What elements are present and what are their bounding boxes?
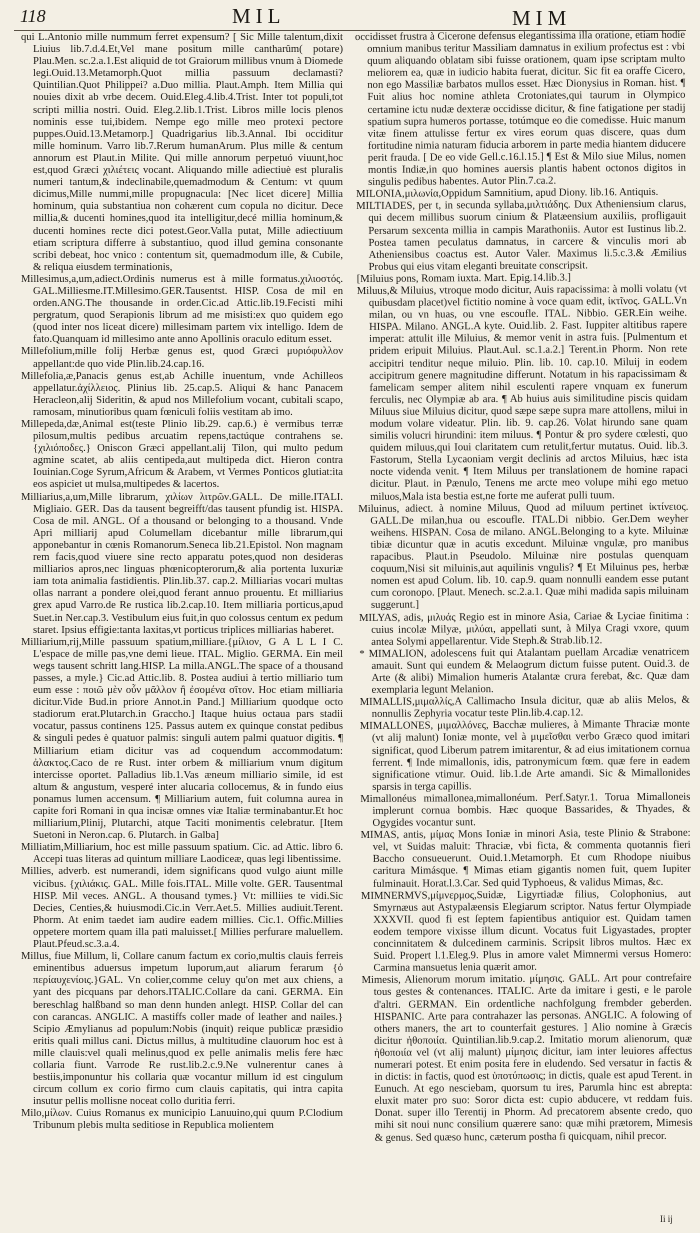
entry-milliatim: Milliatim,Milliarium, hoc est mille passuum spatium. Cic. ad Attic. libro 6. Accepi tuas literas ad quintum milliare Laodiceæ, quas legi libentissime. xyxy=(21,842,343,866)
running-head-right: MIM xyxy=(512,6,572,30)
running-header xyxy=(0,4,700,30)
entry-mimallis: MIMALLIS,μιμαλλίς,A Callimacho Insula dicitur, quæ ab aliis Melos, & nonnullis Zephyria vocatur teste Plin.lib.4.cap.12. xyxy=(359,694,690,721)
page-number: 118 xyxy=(20,6,46,26)
entry-mimallones: MIMALLONES, μιμαλλόνες, Bacchæ mulieres, à Mimante Thraciæ monte (vt alij malunt) Ioniæ monte, vel à μιμεῖσθαι verbo Græco quod imitari significat, quod Liberum patrem imitarentur, & ad eius imitationem cornua ferrent. ¶ Inde mimallonis, idis, patronymicum fœm. quæ fere in eadem significatione vtimur. Ouid. lib.1.de Arte amandi. Sic & Mimallonides sparsis in terga capillis. xyxy=(359,719,691,793)
entry-miluus: Miluus,& Miluius, vtroque modo dicitur, Auis rapacissima: à molli volatu (vt quibusdam placet)vel fictitio nomine à voce quam edit, ἰκτῖνος. GALL.Vn milan, ou vn huas, ou vne escoufle. ITAL. Nibbio. GER.Ein weihe. HISPA. Milano. ANGL.A kyte. Ouid.lib. 2. Fast. Iuppiter altitibus rapere imperat: attulit ille Miluius, & memor venit in astra fuis. [Pulmentum et pridem eripuit Miluius. Plaut.Aul. sc.1.a.2.] Terent.in Phorm. Non rete accipitri tenditur neque miluio. Plin. lib. 10. cap.10. Miluij in eodem accipitrum genere magnitudine differunt. Notatum in his rapacissimam & famelicam semper alitem nihil esculenti rapere vnquam ex funerum ferculis, nec Olympiæ ab ara. ¶ Ab huius auis similitudine piscis quidam Miluus siue Miluius dicitur, quod sæpe sæpe supra mare attollens, milui in modum volare videatur. Plin. lib. 9. cap.26. Volat hirundo sane quam similis volucri hirundini: item miluus. ¶ Pontur & pro sydere cœlesti, quo quidem miluus,qui Ioui claritatem cum retulit,fertur mutatus. Ouid. lib.3. Fastorum, Stella Lycaoniam vergit declinis ad arctos Miluius, hæc ista nocte videnda venit. ¶ Item Miluus per translationem de homine rapaci dicitur. Plaut. in Pænulo, Tenens me arcte meo volupe mihi ego metuo miluos,Mala ista bestia est,ne forte me auferat pulli tuum. xyxy=(356,283,689,503)
running-head-left: MIL xyxy=(232,4,286,28)
entry-miluinus: Miluinus, adiect. à nomine Miluus, Quod ad miluum pertinet ἰκτίνειος. GALL.De milan,hua ou escoufle. ITAL.Di nibbio. Ger.Dem weyher weihens. HISPAN. Cosa de milano. ANGL.Belonging to a kyte. Miluinæ tibiæ dicuntur quæ in acutis excedunt. Miluinæ vngulæ, pro manibus rapacibus. Plaut.in Pseudolo. Miluinæ nire postulas quenquam coquum,Nisi sit miluinis,aut aquilinis vngulis? ¶ Et Miluinus pes, herbæ nomen est apud Colum. lib. 10. cap.9. quam nonnulli eandem esse putant cum coronopo. [Plaut. Menech. sc.2.a.1. Quæ mihi madida sapis miluinam suggerunt.] xyxy=(358,501,689,612)
right-column xyxy=(355,30,693,1227)
entry-mille-continued: qui L.Antonio mille nummum ferret expensum? [ Sic Mille talentum,dixit Liuius lib.7.d.4.Et,Vel mane positum mille cantharûm( potare) Plau.Men. sc.2.a.1.Est aliquid de tot Graiorum millibus vnum à Diomede legi.Ouid.13.Metamorph.Quot millia passuum declamasti? Quintilian.Quot Philippei? a.Duo millia. Plaut.Amph. Item Millia qui nouies dixit ab vrbe decem. Ouid.Eleg.4.lib.4.Trist. Inter tot populi,tot scripti millia nostri. Ouid. Eleg.2.lib.1.Trist. Libros mille locis plenos nominis esse tui,ibidem. Nempe ego mille meo protexi pectore puppes.Ouid.13.Metamorp.] Quadrigarius lib.3.Annal. Ibi occiditur mille hominum. Varro lib.7.Rerum humanArum. Plus mille & centum annorum est Plaut.in Milite. Qui mille annorum perpetuó viuunt,hoc est,quod Græci χιλιέτεις vocant. Aliquando mille adiectiuè est pluralis numeri tantum,& indeclinabile,quemadmodum & Centum: vt quum dicimus,Mille nummi,mille propugnacula: [Nec licet dicere] Millia hominum, quia substantiua non cohærent cum copula no dicitur. Dece millia,& ducenti homines,quod ita intelligitur,decé millia hominum,& ducenti homines recte dici potest.Geor.Valla putat, Mille adiectiuum etiam scriptura differre à substantiuo, quod illud gemina consonante scribi debeat, hoc vnico : contentum sit, quemadmodum ille, & Cubile, & reliqua eiusdem terminationis, xyxy=(21,32,343,273)
entry-mimalion: * MIMALION, adolescens fuit qui Atalantam puellam Arcadiæ venatricem amauit. Sunt qui eundem & Melaogrum dictum fuisse putent. Ouid.3. de Arte (& alibi) Mimalion humeris Atalantæ crura ferebat, &c. Quæ dam exemplaria legunt Melanion. xyxy=(359,646,690,696)
entry-millesimus: Millesimus,a,um,adiect.Ordinis numerus est à mille formatus.χιλιοστός. GAL.Milliesme.IT.Millesimo.GER.Tausentst. HISP. Cosa de mil en orden.ANG.The thousande in order.Cic.ad Attic.lib.19.Fecisti mihi pergratum, quod Serapionis librum ad me misisti:ex quo quidem ego (quod inter nos liceat dicere) millesimam partem vix intelligo. Idem de fato.Quanquam id millesimo ante anno Apollinis oraculo editum esset. xyxy=(21,273,343,346)
entry-millus: Millus, fiue Millum, li, Collare canum factum ex corio,multis clauis ferreis eminentibus aduersus impetum luporum,aut aliarum ferarum {ὁ περίαυχενίοις.}GAL. Vn colier,comme celuy qu'on met aux chiens, a yant des picquans par dehors.ITALIC.Collare da cani. GERMA. Ein bereschlag halßband so man denn hunden anlegt. HISP. Collar del can con carancas. ANGLIC. A mastiffs coller made of leather and nailes.} Scipio Æmylianus ad populum:Nobis (inquit) reique publicæ præsidio eritis quali millus cani. Dictus millus, à multitudine clauorum hoc est à mille clauis:vel quali melinus,quod ex pelle animalis melis fere hæc collaria fiunt. Varrode Re rust.lib.2.c.9.Ne vulnerentur canes à bestiis,imponuntur his collaria quæ vocantur millum id est cingulum circum collum ex corio firmo cum clauis capitatis, qui intra capita insutur pellis mollisne noceat collo duritia ferri. xyxy=(21,951,343,1108)
entry-millefolium: Millefolium,mille folij Herbæ genus est, quod Græci μυριόφυλλον appellant:de quo vide Plin.lib.24.cap.16. xyxy=(21,346,343,370)
entry-mimesis: Mimesis, Alienorum morum imitatio. μίμησις. GALL. Art pour contrefaire tous gestes & contenances. ITALIC. Arte da imitare i gesti, e le parole d'altri. GERMAN. Ein ordentliche nachfolgung frembder geberden. HISPANIC. Arte para contrahazer las personas. ANGLIC. A folowing of others maners, the art to counterfait gestures. ] Alio nomine à Græcis dicitur ἠθοποιία. Quintilian.lib.9.cap.2. Imitatio morum alienorum, quæ ἠθοποιία vel (vt alij malunt) μίμησις dicitur, iam inter leuiores affectus numerari potest. Et enim posita fere in eludendo. Sed versatur in factis & in dictis: in factis, quod est ὑποτύπωσις; in dictis, quale est apud Terent. in Eunuch. At ego nesciebam, quorsum tu ires, Parumla hinc est abrepta: eluxit mater pro suo: Soror dicta est: cupio abducere, vt reddam fuis. Donat. super illo Terentij in Phorm. Ad precatorem absente credo, quo mihi sit noui nunc consilium quærere sano: quæ mihi prætorem, Mimesis & genus. Sed quæso hunc, cæterum postha fi quicquam, nihil precor. xyxy=(361,972,693,1144)
signature-mark: Ii ij xyxy=(660,1214,673,1224)
entry-mimas: MIMAS, antis, μίμας Mons Ioniæ in minori Asia, teste Plinio & Strabone: vel, vt Suidas maluit: Thraciæ, vbi ficta, & commenta quotannis fieri Baccho consueuerunt. Ouid.1.Metamorph. Et cum Rhodope niuibus caritura Mimásque. ¶ Mimas etiam gigantis nomen fuit, quem Iupiter fulminauit. Horat.l.3.Car. Sed quid Typhoeus, & validus Mimas, &c. xyxy=(360,827,691,890)
entry-milonia: MILONIA,μιλωνία,Oppidum Samnitium, apud Diony. lib.16. Antiquis. xyxy=(356,187,659,201)
left-column xyxy=(21,32,343,1227)
entry-milliarium: Milliarium,rij,Mille passuum spatium,milliare.{μίλιον, G A L L I C. L'espace de mille pas,vne demi lieue. ITAL. Miglio. GERMA. Ein meil wegs tausent schritt lang.HISP. La milla.ANGL.The space of a thousand passes, a myle.} Cic.ad Attic.lib. 8. Postea audiui à tertio milliario tum eum esse : ποιῶ μὲν οὖν μᾶλλον ἢ ἐσομένα σῖτον. Hoc etiam milliaria dicitur.Vide Bud.in priore Annot.in Pand.] Milliarium quodque octo stadiorum erat.Plutarch.in Graccho.] Itaque huius octaua pars stadii vocatur, passus continens 125. Passus autem ex quinque constat pedibus & singuli pedes è quatuor palmis: singuli autem palmi quatuor digitis. ¶ Milliarium etiam dicitur vas ad coquendum accommodatum: ἀλακτος.Caco de re Rust. inter orbem & milliarium vnum digitum intercisse oportet. Palladius lib.1.Vas æneum milliario simile, id est altum & angustum, vesperé inter alucaria collocemus, & in fundo eius ponamus lumen accensum. ¶ Milliarium autem, fuit columna aurea in capite fori Romani in qua incisæ omnes viæ Italiæ terminabantur.Et hoc milliarium,Plinij, Plutarchi, atque Taciti monimentis celebratur. [Item Suetoni in Neron.cap. 6. Plutarch. in Galba] xyxy=(21,636,343,842)
entry-miluius-pons: [Miluius pons, Romam iuxta. Mart. Epig.14.lib.3.] xyxy=(356,272,571,285)
entry-miltiades: MILTIADES, per t, in secunda syllaba,μιλτιάδης. Dux Atheniensium clarus, qui decem millibus suorum cinium & Platæensium auxiliis, profligauit Persarum sexcenta millia in campis Marathoniis. Autor est Iustinus lib.2. Postea tamen peculatus damnatus, in carcere & vinculis mori ab Atheniensibus coactus est. Autor Valer. Maximus li.5.c.3.& Æmilius Probus qui eius vitam eleganti breuitate conscripsit. xyxy=(356,199,687,273)
entry-millefolia: Millefolia,æ,Panacis genus est,ab Achille inuentum, vnde Achilleos appellatur.ἀχίλλειος. Plinius lib. 25.cap.5. Aliqui & hanc Panacem Heracleon,alij Sideritin, & apud nos Millefolium vocant, cubitali scapo, ramosam, minutioribus quam fœniculi foliis vestitam ab imo. xyxy=(21,370,343,418)
entry-milyas: MILYAS, adis, μιλυάς Regio est in minore Asia, Cariae & Lyciae finitima : cuius incolæ Milyæ, μιλύαι, appellati sunt, à Milya Cragi vxore, quum antea Solymi appellarentur. Vide Steph.& Strab.lib.12. xyxy=(359,610,690,648)
entry-milliarius: Milliarius,a,um,Mille librarum, χιλίων λιτρῶν.GALL. De mille.ITALI. Migliaio. GER. Das da tausent begreifft/das tausent pfundig ist. HISPA. Cosa de mil. ANGL. Of a thousand or belonging to a thousand. Vnde Apri milliarij apud Columellam dicebantur mille librarum,qui apponebantur in cœnis Romanorum.Seneca lib.21.Epistol. Non magnam rem facis,quod viuere sine recto apparatu potes,quod non desideras milliarios apros,nec linguas phœnicopterorum,& alia portenta luxuriæ iam tota animalia fastidientis. Plin.lib.37. cap.2. Milliarias vocari multas ollas narrant a pondere olei,quod ferant annuo prouentu. Et milliarius grex apud Varro.de Re rustica lib.2.cap.10. Item milliaria porticus,apud Suet.in Ner.cap.3. Vestibulum eius fuit,in quo colossus centum ex pedum staret. Ipsius effigie:tanta laxitas,vt porticus triplices milliarias haberet. xyxy=(21,491,343,636)
entry-milo-continued: occidisset frustra à Cicerone defensus elegantissima illa oratione, etiam hodie omnium manibus teritur Massiliam damnatus in exilium profectus est : vbi quum aliquando oblatam sibi fuisse orationem, quam ipse scriptam multo meliorem ea, quæ in iudicio habita fuerat, dicitur. Sic fit ea oraffe Cicero, non ego Massiliæ barbatos mullos esset. Hæc Dionysius in Roman. hist. ¶ Fuit alius hoc nomine athleta Crotoniates,qui taurum in Olympico certamine ictu nudæ dexteræ occidisse dicitur, & fine fatigatione per stadij spatium supra humeros portasse, totúmque eo die comedisse. Huic manum vitæ finem attulisse fertur ex vires eorum quas discere, quas dum fortitudine nimia naturam fiducia arborem in parte media hiantem diducere perit frauda. [ De eo vide Gell.c.16.l.15.] ¶ Est & Milo siue Milus, nomen montis Indiæ,in quo homines auersis plantis habent octonos digitos in singulis pedibus habentes. Autor Plin.7.ca.2. xyxy=(355,29,686,189)
entry-mimnermus: MIMNERMVS,μίμνερμος,Suidæ, Ligyrtiadæ filius, Colophonius, aut Smyrnæus aut Astypalæensis Elegiarum scriptor. Natus fertur Olympiade XXXVII. quod fi est ſeptem fapientibus antiquior est. Quidam tamen eodem tempore vixisse illum dicunt. Vocatus fuit Ligyastades, propter concinnitatem & dulcedinem carminis. Scripsit libros multos. Hæc ex Suid. Propert l.1.Eleg.9. Plus in amore valet Mimnermi versus Homero: Carmina mansuetus lenia quærit amor. xyxy=(360,888,692,975)
entry-mimalloneus: Mimallonéus mimallonea,mimallonéum. Perf.Satyr.1. Torua Mimalloneis implerunt cornua bombis. Hæc quoque Bassarides, & Thyades, & Ogygides vocantur sunt. xyxy=(360,791,691,829)
entry-millies: Millies, adverb. est numerandi, idem significans quod vulgo aiunt mille vicibus. {χιλιάκις. GAL. Mille fois.ITAL. Mille volte. GER. Tausentmal HISP. Mil veces. ANGL. A thousand tymes.} Vt: milliies te vidi.Sic Decies, Centies,& huiusmodi.Cic.in Verr.Aet.5. Millies audiuit.Terent. Phorm. At enim taedet iam audire eadem millies. Cic.1. Offic.Millies oppetere mortem quam illa pati maluisset.[ Millies perfurare maluellem. Plaut.Pfeud.sc.3.a.4. xyxy=(21,866,343,951)
entry-milo: Milo,μίλων. Cuius Romanus ex municipio Lanuuino,qui quum P.Clodium Tribunum plebis multa seditiose in Republica molientem xyxy=(21,1108,343,1132)
entry-millepeda: Millepeda,dæ,Animal est(teste Plinio lib.29. cap.6.) è vermibus terræ pilosum,multis pedibus arcuatim repens,tactúque contrahens se.{χιλιόποδες.} Oniscon Græci appellant.alij Tilon, qui multo pedum agmine scatet, ab aliis centipeda,aut multipeda dict. Hieron contra Iouinian.Coge Syrum,Africum & Arabem, vt Vermes Ponticos glutiat:ita eos aspiciet ut mulsa,multipedes & lacertos. xyxy=(21,419,343,491)
